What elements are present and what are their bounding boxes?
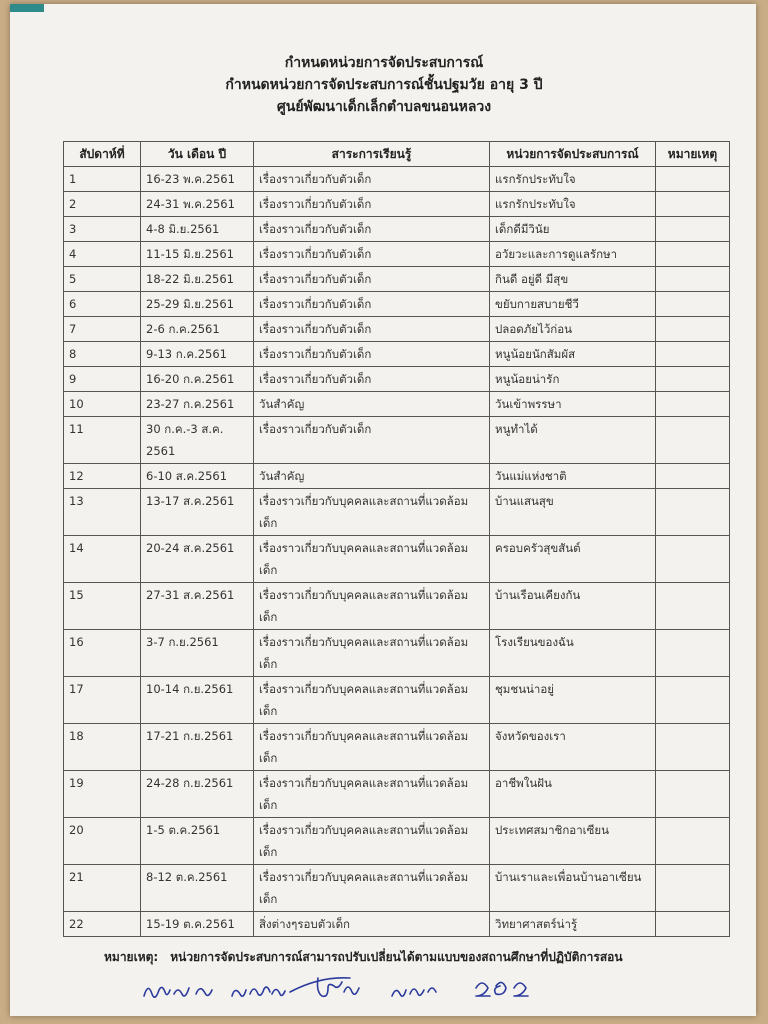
- table-row: [64, 217, 730, 242]
- cell-content: เรื่องราวเกี่ยวกับบุคคลและสถานที่แวดล้อมเด็ก: [254, 489, 490, 536]
- cell-content: เรื่องราวเกี่ยวกับตัวเด็ก: [254, 317, 490, 342]
- header-center-name: ศูนย์พัฒนาเด็กเล็กตำบลขนอนหลวง: [276, 99, 492, 115]
- cell-week: 5: [64, 267, 141, 292]
- cell-unit: บ้านเรือนเคียงกัน: [490, 583, 656, 630]
- cell-remark: [656, 367, 730, 392]
- table-row: [64, 317, 730, 342]
- cell-remark: [656, 536, 730, 583]
- cell-unit: โรงเรียนของฉัน: [490, 630, 656, 677]
- cell-remark: [656, 771, 730, 818]
- cell-unit: หนูทำได้: [490, 417, 656, 464]
- cell-date: 16-23 พ.ค.2561: [141, 167, 254, 192]
- document-header: [0, 52, 768, 118]
- cell-remark: [656, 317, 730, 342]
- cell-unit: ปลอดภัยไว้ก่อน: [490, 317, 656, 342]
- cell-content: เรื่องราวเกี่ยวกับตัวเด็ก: [254, 167, 490, 192]
- cell-content: เรื่องราวเกี่ยวกับตัวเด็ก: [254, 242, 490, 267]
- cell-remark: [656, 677, 730, 724]
- corner-tab: [10, 4, 44, 12]
- cell-content: เรื่องราวเกี่ยวกับบุคคลและสถานที่แวดล้อมเด็ก: [254, 771, 490, 818]
- cell-week: 15: [64, 583, 141, 630]
- cell-unit: แรกรักประทับใจ: [490, 167, 656, 192]
- handwritten-signature: [140, 966, 560, 1008]
- cell-content: เรื่องราวเกี่ยวกับตัวเด็ก: [254, 192, 490, 217]
- cell-content: เรื่องราวเกี่ยวกับบุคคลและสถานที่แวดล้อมเด็ก: [254, 818, 490, 865]
- cell-date: 24-28 ก.ย.2561: [141, 771, 254, 818]
- table-row: [64, 292, 730, 317]
- table-row: [64, 865, 730, 912]
- cell-week: 8: [64, 342, 141, 367]
- table-row: [64, 464, 730, 489]
- cell-unit: แรกรักประทับใจ: [490, 192, 656, 217]
- cell-date: 9-13 ก.ค.2561: [141, 342, 254, 367]
- cell-content: เรื่องราวเกี่ยวกับตัวเด็ก: [254, 267, 490, 292]
- table-row: [64, 167, 730, 192]
- cell-unit: อวัยวะและการดูแลรักษา: [490, 242, 656, 267]
- cell-content: สิ่งต่างๆรอบตัวเด็ก: [254, 912, 490, 937]
- column-header-date: วัน เดือน ปี: [141, 142, 254, 167]
- table-row: [64, 818, 730, 865]
- cell-date: 1-5 ต.ค.2561: [141, 818, 254, 865]
- cell-week: 7: [64, 317, 141, 342]
- cell-remark: [656, 865, 730, 912]
- cell-content: เรื่องราวเกี่ยวกับตัวเด็ก: [254, 342, 490, 367]
- table-row: [64, 342, 730, 367]
- cell-unit: หนูน้อยนักสัมผัส: [490, 342, 656, 367]
- cell-remark: [656, 242, 730, 267]
- cell-remark: [656, 392, 730, 417]
- column-header-remark: หมายเหตุ: [656, 142, 730, 167]
- cell-date: 24-31 พ.ค.2561: [141, 192, 254, 217]
- table-row: [64, 242, 730, 267]
- cell-remark: [656, 818, 730, 865]
- cell-week: 22: [64, 912, 141, 937]
- cell-remark: [656, 630, 730, 677]
- table-row: [64, 417, 730, 464]
- cell-week: 9: [64, 367, 141, 392]
- cell-unit: เด็กดีมีวินัย: [490, 217, 656, 242]
- cell-date: 16-20 ก.ค.2561: [141, 367, 254, 392]
- cell-content: เรื่องราวเกี่ยวกับบุคคลและสถานที่แวดล้อมเด็ก: [254, 536, 490, 583]
- header-title: กำหนดหน่วยการจัดประสบการณ์: [284, 55, 484, 71]
- cell-date: 27-31 ส.ค.2561: [141, 583, 254, 630]
- cell-week: 16: [64, 630, 141, 677]
- cell-unit: บ้านเราและเพื่อนบ้านอาเซียน: [490, 865, 656, 912]
- footnote-label: หมายเหตุ:: [104, 950, 159, 964]
- cell-content: เรื่องราวเกี่ยวกับบุคคลและสถานที่แวดล้อมเด็ก: [254, 677, 490, 724]
- cell-week: 17: [64, 677, 141, 724]
- cell-content: เรื่องราวเกี่ยวกับตัวเด็ก: [254, 292, 490, 317]
- column-header-content: สาระการเรียนรู้: [254, 142, 490, 167]
- cell-unit: วันเข้าพรรษา: [490, 392, 656, 417]
- table-row: [64, 912, 730, 937]
- cell-unit: หนูน้อยน่ารัก: [490, 367, 656, 392]
- cell-week: 3: [64, 217, 141, 242]
- cell-unit: ชุมชนน่าอยู่: [490, 677, 656, 724]
- cell-week: 18: [64, 724, 141, 771]
- cell-remark: [656, 417, 730, 464]
- cell-content: วันสำคัญ: [254, 464, 490, 489]
- table-row: [64, 267, 730, 292]
- cell-date: 13-17 ส.ค.2561: [141, 489, 254, 536]
- cell-unit: วันแม่แห่งชาติ: [490, 464, 656, 489]
- cell-week: 21: [64, 865, 141, 912]
- column-header-unit: หน่วยการจัดประสบการณ์: [490, 142, 656, 167]
- cell-unit: วิทยาศาสตร์น่ารู้: [490, 912, 656, 937]
- cell-date: 6-10 ส.ค.2561: [141, 464, 254, 489]
- cell-content: วันสำคัญ: [254, 392, 490, 417]
- cell-date: 11-15 มิ.ย.2561: [141, 242, 254, 267]
- cell-unit: ครอบครัวสุขสันต์: [490, 536, 656, 583]
- cell-week: 11: [64, 417, 141, 464]
- cell-unit: ขยับกายสบายชีวี: [490, 292, 656, 317]
- cell-remark: [656, 342, 730, 367]
- table-row: [64, 392, 730, 417]
- table-row: [64, 677, 730, 724]
- cell-remark: [656, 192, 730, 217]
- cell-unit: อาชีพในฝัน: [490, 771, 656, 818]
- cell-week: 1: [64, 167, 141, 192]
- cell-remark: [656, 464, 730, 489]
- cell-week: 6: [64, 292, 141, 317]
- table-row: [64, 489, 730, 536]
- table-header-row: [64, 142, 730, 167]
- cell-week: 20: [64, 818, 141, 865]
- table-row: [64, 724, 730, 771]
- cell-remark: [656, 912, 730, 937]
- column-header-week: สัปดาห์ที่: [64, 142, 141, 167]
- cell-date: 18-22 มิ.ย.2561: [141, 267, 254, 292]
- cell-unit: กินดี อยู่ดี มีสุข: [490, 267, 656, 292]
- cell-week: 12: [64, 464, 141, 489]
- table-row: [64, 630, 730, 677]
- cell-date: 4-8 มิ.ย.2561: [141, 217, 254, 242]
- table-row: [64, 192, 730, 217]
- table-row: [64, 583, 730, 630]
- header-subtitle: กำหนดหน่วยการจัดประสบการณ์ชั้นปฐมวัย อายุ 3 ปี: [225, 77, 543, 93]
- cell-unit: ประเทศสมาชิกอาเซียน: [490, 818, 656, 865]
- cell-content: เรื่องราวเกี่ยวกับตัวเด็ก: [254, 217, 490, 242]
- cell-content: เรื่องราวเกี่ยวกับบุคคลและสถานที่แวดล้อมเด็ก: [254, 583, 490, 630]
- cell-date: 15-19 ต.ค.2561: [141, 912, 254, 937]
- cell-unit: จังหวัดของเรา: [490, 724, 656, 771]
- cell-week: 2: [64, 192, 141, 217]
- cell-date: 10-14 ก.ย.2561: [141, 677, 254, 724]
- cell-remark: [656, 583, 730, 630]
- cell-content: เรื่องราวเกี่ยวกับตัวเด็ก: [254, 417, 490, 464]
- cell-date: 2-6 ก.ค.2561: [141, 317, 254, 342]
- cell-week: 19: [64, 771, 141, 818]
- cell-content: เรื่องราวเกี่ยวกับบุคคลและสถานที่แวดล้อมเด็ก: [254, 865, 490, 912]
- cell-content: เรื่องราวเกี่ยวกับบุคคลและสถานที่แวดล้อมเด็ก: [254, 724, 490, 771]
- table-row: [64, 367, 730, 392]
- table-row: [64, 536, 730, 583]
- cell-date: 23-27 ก.ค.2561: [141, 392, 254, 417]
- cell-content: เรื่องราวเกี่ยวกับบุคคลและสถานที่แวดล้อมเด็ก: [254, 630, 490, 677]
- cell-remark: [656, 489, 730, 536]
- cell-date: 25-29 มิ.ย.2561: [141, 292, 254, 317]
- cell-unit: บ้านแสนสุข: [490, 489, 656, 536]
- cell-week: 4: [64, 242, 141, 267]
- cell-remark: [656, 724, 730, 771]
- cell-date: 20-24 ส.ค.2561: [141, 536, 254, 583]
- cell-remark: [656, 267, 730, 292]
- cell-week: 10: [64, 392, 141, 417]
- cell-week: 14: [64, 536, 141, 583]
- table-body: [64, 167, 730, 937]
- cell-date: 30 ก.ค.-3 ส.ค. 2561: [141, 417, 254, 464]
- table-row: [64, 771, 730, 818]
- cell-date: 17-21 ก.ย.2561: [141, 724, 254, 771]
- cell-date: 8-12 ต.ค.2561: [141, 865, 254, 912]
- cell-date: 3-7 ก.ย.2561: [141, 630, 254, 677]
- cell-remark: [656, 217, 730, 242]
- footnote: [104, 948, 744, 967]
- cell-remark: [656, 167, 730, 192]
- cell-content: เรื่องราวเกี่ยวกับตัวเด็ก: [254, 367, 490, 392]
- cell-week: 13: [64, 489, 141, 536]
- cell-remark: [656, 292, 730, 317]
- units-table: [63, 141, 730, 937]
- footnote-text: หน่วยการจัดประสบการณ์สามารถปรับเปลี่ยนได้ตามแบบของสถานศึกษาที่ปฏิบัติการสอน: [170, 950, 623, 964]
